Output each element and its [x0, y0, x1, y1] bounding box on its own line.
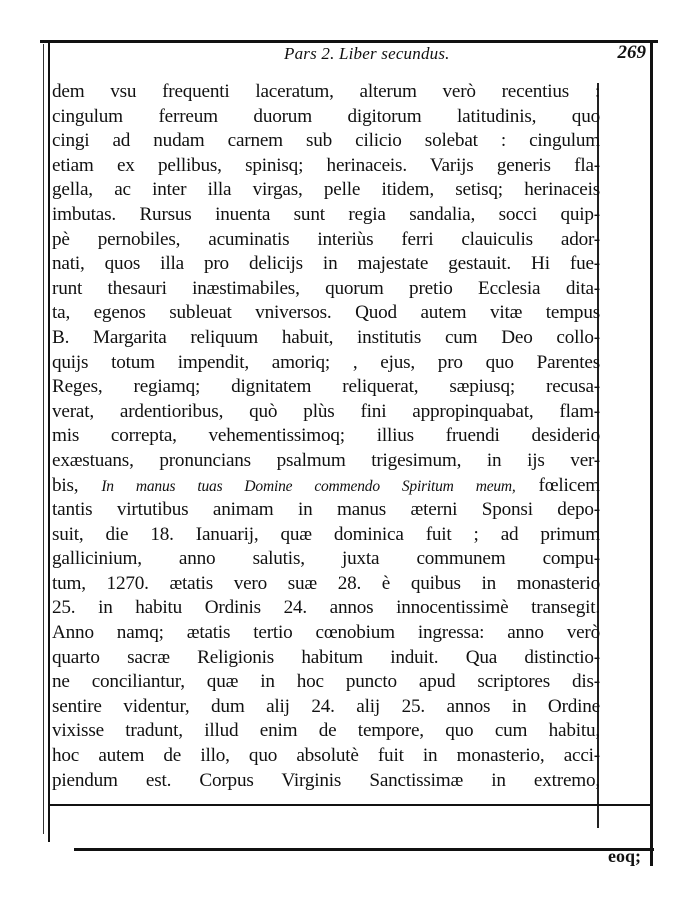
text-line: ta, egenos subleuat vniversos. Quod autem vitæ tempus — [52, 302, 600, 324]
text-line: quarto sacræ Religionis habitum induit. Qua distinctio- — [52, 646, 600, 668]
text-line: exæstuans, pronuncians psalmum trigesimum, in ijs ver- — [52, 449, 600, 471]
text-line: etiam ex pellibus, spinisq; herinaceis. Varijs generis fla- — [52, 154, 600, 176]
text-line: gella, ac inter illa virgas, pelle itidem, setisq; herinaceis — [52, 179, 600, 201]
text-line: gallicinium, anno salutis, juxta communem compu- — [52, 548, 600, 570]
text-line: Anno namq; ætatis tertio cœnobium ingressa: anno verò — [52, 622, 600, 644]
text-line: ne conciliantur, quæ in hoc puncto apud scriptores dis- — [52, 671, 600, 693]
running-head: Pars 2. Liber secundus. — [284, 44, 450, 63]
text-line: B. Margarita reliquum habuit, institutis cum Deo collo- — [52, 326, 600, 348]
text-line: hoc autem de illo, quo absolutè fuit in monasterio, acci- — [52, 745, 600, 767]
text-line: pè pernobiles, acuminatis interiùs ferri clauiculis ador- — [52, 228, 600, 250]
italic-quotation: In manus tuas Domine commendo Spiritum meum, — [101, 477, 516, 495]
text-line: 25. in habitu Ordinis 24. annos innocentissimè transegit. — [52, 597, 600, 619]
text-line — [52, 474, 600, 499]
top-rule — [40, 40, 658, 43]
text-line: piendum est. Corpus Virginis Sanctissimæ in extremo, — [52, 769, 600, 791]
text-line: mis correpta, vehementissimoq; illius fruendi desiderio — [52, 425, 600, 447]
text-line: cingi ad nudam carnem sub cilicio solebat : cingulum — [52, 130, 600, 152]
text-line: nati, quos illa pro delicijs in majestate gestauit. Hi fue- — [52, 253, 600, 275]
catchword: eoq; — [608, 846, 641, 866]
body-text — [52, 80, 600, 793]
text-line: imbutas. Rursus inuenta sunt regia sandalia, socci quip- — [52, 203, 600, 225]
text-line-pre: bis, — [52, 474, 102, 496]
text-line: cingulum ferreum duorum digitorum latitudinis, quo — [52, 105, 600, 127]
text-line: verat, ardentioribus, quò plùs fini appropinquabat, flam- — [52, 400, 600, 422]
page-number: 269 — [617, 42, 646, 63]
text-bottom-rule — [50, 804, 650, 806]
text-line: tantis virtutibus animam in manus æterni Sponsi depo- — [52, 499, 600, 521]
text-line: Reges, regiamq; dignitatem reliquerat, sæpiusq; recusa- — [52, 376, 600, 398]
text-line: quijs totum impendit, amoriq; , ejus, pro quo Parentes — [52, 351, 600, 373]
text-line: vixisse tradunt, illud enim de tempore, quo cum habitu, — [52, 720, 600, 742]
text-line-post: fœlicem — [515, 474, 600, 496]
text-line: suit, die 18. Ianuarij, quæ dominica fuit ; ad primum — [52, 523, 600, 545]
bottom-rule — [74, 848, 654, 851]
text-line: tum, 1270. ætatis vero suæ 28. è quibus in monasterio — [52, 572, 600, 594]
page-header — [54, 44, 650, 74]
left-rule — [48, 42, 50, 842]
text-line: sentire videntur, dum alij 24. alij 25. annos in Ordine — [52, 695, 600, 717]
left-rule-outer — [43, 44, 44, 834]
text-line: runt thesauri inæstimabiles, quorum pretio Ecclesia dita- — [52, 277, 600, 299]
right-rule — [650, 40, 653, 866]
text-line: dem vsu frequenti laceratum, alterum verò recentius : — [52, 81, 600, 102]
